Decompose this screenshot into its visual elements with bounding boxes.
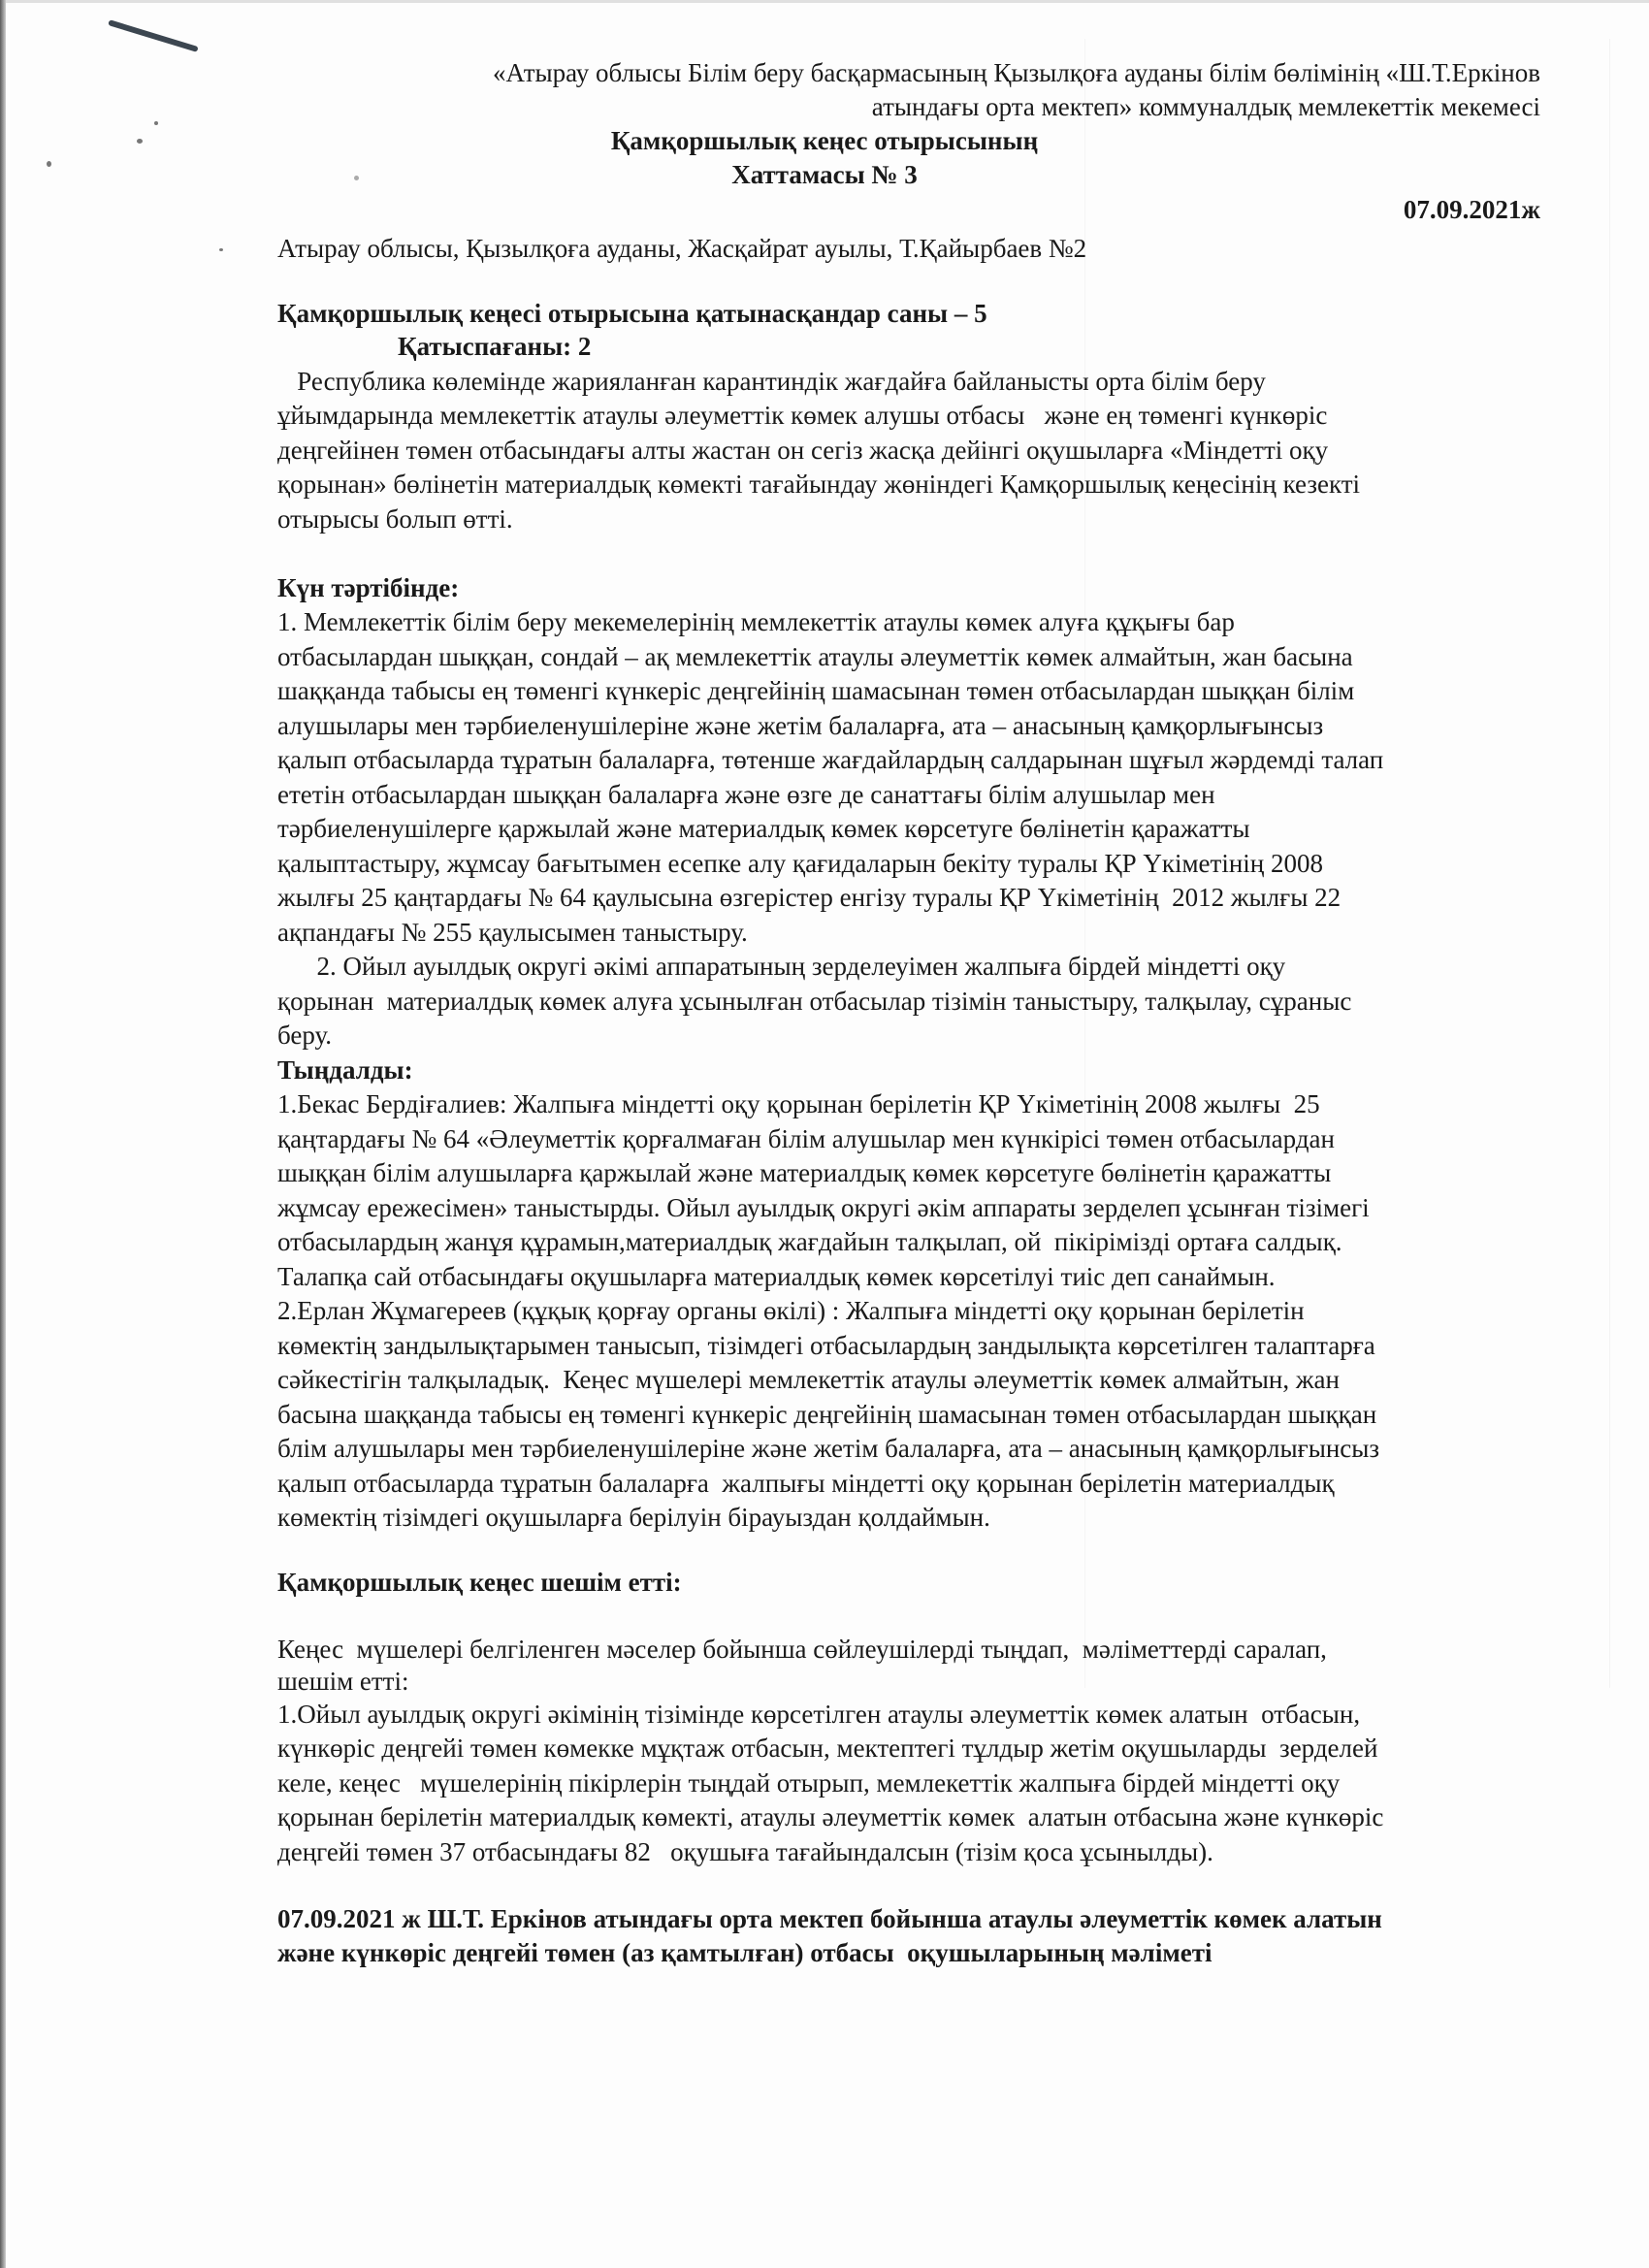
statement-line: көмектің зандылықтарымен танысып, тізімдегі отбасылардың зандылықта көрсетілген талаптарға	[277, 1331, 1375, 1360]
statement-line: Талапқа сай отбасындағы оқушыларға материалдық көмек көрсетілуі тиіс деп санаймын.	[277, 1262, 1276, 1291]
decision-line: 1.Ойыл ауылдық округі әкімінің тізімінде көрсетілген атаулы әлеуметтік көмек алатын отбасын,	[277, 1700, 1361, 1729]
decision-line: шешім етті:	[277, 1667, 409, 1696]
agenda-line: ететін отбасылардан шыққан балаларға және өзге де санаттағы білім алушылар мен	[277, 780, 1215, 809]
statement-line: сәйкестігін талқыладық. Кеңес мүшелері мемлекеттік атаулы әлеуметтік көмек алмайтын, жан	[277, 1365, 1340, 1394]
intro-line: отырысы болып өтті.	[277, 504, 513, 534]
decision-heading: Қамқоршылық кеңес шешім етті:	[277, 1568, 682, 1597]
decision-line: күнкөріс деңгейі төмен көмекке мұқтаж отбасын, мектептегі тұлдыр жетім оқушыларды зерделей	[277, 1733, 1378, 1763]
statement-line: көмектің тізімдегі оқушыларға берілуін бірауыздан қолдаймын.	[277, 1503, 990, 1532]
attendance-absent: Қатыспағаны: 2	[398, 332, 592, 361]
org-name-line-2: атындағы орта мектеп» коммуналдық мемлекеттік мекемесі	[871, 92, 1540, 121]
agenda-line: ақпандағы № 255 қаулысымен таныстыру.	[277, 918, 748, 947]
statement-line: блім алушылары мен тәрбиеленушілеріне және жетім балаларға, ата – анасының қамқорлығынсыз	[277, 1434, 1380, 1463]
student-data-heading-line: 07.09.2021 ж Ш.Т. Еркінов атындағы орта мектеп бойынша атаулы әлеуметтік көмек алатын	[277, 1904, 1382, 1933]
statement-line: шыққан білім алушыларға қаржылай және материалдық көмек көрсетуге бөлінетін қаражатты	[277, 1158, 1332, 1187]
decision-line: келе, кеңес мүшелерінің пікірлерін тыңдай отырып, мемлекеттік жалпыға бірдей міндетті оқу	[277, 1768, 1341, 1798]
student-data-heading-line: және күнкөріс деңгейі төмен (аз қамтылған) отбасы оқушыларының мәліметі	[277, 1938, 1212, 1967]
meeting-address: Атырау облысы, Қызылқоға ауданы, Жасқайрат ауылы, Т.Қайырбаев №2	[277, 234, 1087, 263]
heard-heading: Тыңдалды:	[277, 1055, 413, 1085]
decision-line: деңгейі төмен 37 отбасындағы 82 оқушыға тағайындалсын (тізім қоса ұсынылды).	[277, 1837, 1213, 1866]
statement-line: 2.Ерлан Жұмагереев (құқық қорғау органы өкілі) : Жалпыға міндетті оқу қорынан берілетін	[277, 1296, 1305, 1325]
agenda-line: отбасылардан шыққан, сондай – ақ мемлекеттік атаулы әлеуметтік көмек алмайтын, жан басына	[277, 642, 1353, 671]
intro-line: деңгейінен төмен отбасындағы алты жастан он сегіз жасқа дейінгі оқушыларға «Міндетті оқу	[277, 436, 1329, 465]
agenda-line: қалыптастыру, жұмсау бағытымен есепке алу қағидаларын бекіту туралы ҚР Үкіметінің 2008	[277, 849, 1323, 878]
decision-line: қорынан берілетін материалдық көмекті, атаулы әлеуметтік көмек алатын отбасына және күнкөріс	[277, 1802, 1384, 1831]
document-title-line-2: Хаттамасы № 3	[731, 160, 918, 189]
agenda-line: шаққанда табысы ең төменгі күнкеріс деңгейінің шамасынан төмен отбасылардан шыққан білім	[277, 676, 1355, 705]
agenda-line: 1. Мемлекеттік білім беру мекемелерінің мемлекеттік атаулы көмек алуға құқығы бар	[277, 607, 1235, 636]
org-name-line-1: «Атырау облысы Білім беру басқармасының Қызылқоға ауданы білім бөлімінің «Ш.Т.Еркінов	[493, 58, 1540, 87]
agenda-heading: Күн тәртібінде:	[277, 573, 460, 602]
intro-line: ұйымдарында мемлекеттік атаулы әлеуметтік көмек алушы отбасы және ең төменгі күнкөріс	[277, 401, 1328, 430]
scan-left-edge-shadow	[0, 0, 6, 2268]
scan-top-edge	[0, 0, 1649, 3]
agenda-line: қорынан материалдық көмек алуға ұсынылған отбасылар тізімін таныстыру, талқылау, сұраныс	[277, 987, 1352, 1016]
agenda-line: қалып отбасыларда тұратын балаларға, төтенше жағдайлардың салдарынан шұғыл жәрдемді талап	[277, 745, 1384, 774]
agenda-line: жылғы 25 қаңтардағы № 64 қаулысына өзгерістер енгізу туралы ҚР Үкіметінің 2012 жылғы 22	[277, 883, 1342, 912]
statement-line: отбасылардың жанұя құрамын,материалдық жағдайын талқылап, ой пікірімізді ортаға салдық.	[277, 1227, 1342, 1256]
agenda-line: 2. Ойыл ауылдық округі әкімі аппаратының зерделеуімен жалпыға бірдей міндетті оқу	[277, 952, 1286, 981]
scan-speck	[219, 248, 223, 251]
document-date: 07.09.2021ж	[1403, 195, 1540, 224]
statement-line: 1.Бекас Бердіғалиев: Жалпыға міндетті оқу қорынан берілетін ҚР Үкіметінің 2008 жылғы 25	[277, 1089, 1320, 1118]
statement-line: қалып отбасыларда тұратын балаларға жалпығы міндетті оқу қорынан берілетін материалдық	[277, 1469, 1335, 1498]
statement-line: басына шаққанда табысы ең төменгі күнкеріс деңгейінің шамасынан төмен отбасылардан шыққан	[277, 1400, 1377, 1429]
statement-line: жұмсау ережесімен» таныстырды. Ойыл ауылдық округі әкім аппараты зерделеп ұсынған тізімегі	[277, 1193, 1370, 1222]
intro-line: қорынан» бөлінетін материалдық көмекті тағайындау жөніндегі Қамқоршылық кеңесінің кезекті	[277, 470, 1361, 499]
agenda-line: беру.	[277, 1021, 333, 1050]
agenda-line: алушылары мен тәрбиеленушілеріне және жетім балаларға, ата – анасының қамқорлығынсыз	[277, 711, 1324, 740]
attendance-present: Қамқоршылық кеңесі отырысына қатынасқандар саны – 5	[277, 299, 987, 328]
staple-mark	[108, 19, 199, 52]
intro-line: Республика көлемінде жарияланған карантиндік жағдайға байланысты орта білім беру	[277, 367, 1266, 396]
agenda-line: тәрбиеленушілерге қаржылай және материалдық көмек көрсетуге бөлінетін қаражатты	[277, 814, 1250, 843]
decision-line: Кеңес мүшелері белгіленген мәселер бойынша сөйлеушілерді тыңдап, мәліметтерді саралап,	[277, 1635, 1327, 1664]
document-title-line-1: Қамқоршылық кеңес отырысының	[610, 126, 1039, 155]
statement-line: қаңтардағы № 64 «Әлеуметтік қорғалмаған білім алушылар мен күнкірісі төмен отбасылардан	[277, 1124, 1335, 1153]
